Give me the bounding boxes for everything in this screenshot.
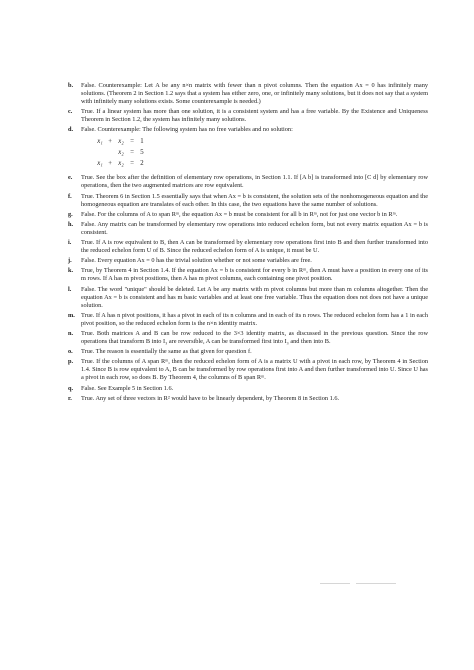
answer-text: False. For the columns of A to span Rᵐ, the equation Ax = b must be consistent for all b in Rᵐ, not for just one vector b in Rᵐ. [81, 210, 398, 218]
rhs-value: 1 [140, 138, 144, 146]
answer-letter: j. [68, 257, 72, 265]
answer-g [68, 211, 428, 219]
answer-k [68, 267, 428, 283]
term: x₂ [118, 149, 124, 157]
answer-m [68, 312, 428, 328]
answer-l [68, 286, 428, 310]
answer-text: False. Every equation Ax = 0 has the trivial solution whether or not some variables are free. [81, 257, 312, 265]
answer-letter: n. [68, 329, 74, 337]
answer-letter: k. [68, 267, 74, 275]
equation-row [95, 148, 428, 159]
answer-letter: q. [68, 384, 74, 392]
term: x₂ [118, 138, 124, 146]
answer-text: True. See the box after the definition of elementary row operations, in Section 1.1. If [A b] is transformed into [C d] by elementary row operations, then the two augmented matrices are row equivalent. [81, 174, 428, 190]
answer-c [68, 108, 428, 124]
equation-row [95, 137, 428, 148]
answer-b [68, 82, 428, 106]
answer-e [68, 174, 428, 190]
answer-letter: l. [68, 285, 72, 293]
answer-h [68, 221, 428, 237]
answer-text: True. Any set of three vectors in R² would have to be linearly dependent, by Theorem 8 in Section 1.6. [81, 394, 340, 402]
answer-q [68, 385, 428, 393]
page-divider [356, 583, 396, 584]
answer-text: True. If A has n pivot positions, it has a pivot in each of its n columns and in each of its n rows. The reduced echelon form has a 1 in each pivot position, so the reduced echelon form is the n×n identity matrix. [81, 311, 428, 327]
answer-text: False. Counterexample: Let A be any n×n matrix with fewer than n pivot columns. Then the equation Ax = 0 has infinitely many solutions. (Theorem 2 in Section 1.2 says that a system has either zero, one, or infinitely many solutions, but it does not say that a system with infinitely many solutions exists. Some counterexample is needed.) [81, 82, 428, 106]
answer-o [68, 348, 428, 356]
answer-text: False. Any matrix can be transformed by elementary row operations into reduced echelon form, but not every matrix equation Ax = b is consistent. [81, 220, 428, 236]
equals-sign: = [129, 149, 135, 157]
term: x₁ [97, 138, 103, 146]
equation-system [95, 137, 428, 169]
answer-r [68, 395, 428, 403]
answer-text: True, by Theorem 4 in Section 1.4. If the equation Ax = b is consistent for every b in Rᵐ, then A must have a position in every one of its m rows. If A has m pivot positions, then A has m pivot columns, each containing one pivot position. [81, 267, 428, 283]
answer-letter: r. [68, 394, 72, 402]
answer-i [68, 239, 428, 255]
equation-row [95, 159, 428, 170]
operator [105, 148, 115, 159]
equals-sign: = [129, 159, 135, 167]
answer-text: True. If a linear system has more than one solution, it is a consistent system and has a free variable. By the Existence and Uniqueness Theorem in Section 1.2, the system has infinitely many solutions. [81, 108, 428, 124]
answer-list [68, 82, 428, 405]
rhs-value: 5 [140, 149, 144, 157]
answer-letter: f. [68, 192, 72, 200]
answer-text: False. The word "unique" should be deleted. Let A be any matrix with m pivot columns but more than m columns altogether. Then the equation Ax = b is consistent and has m basic variables and at least one free variable. Thus the equation does not does not have a unique solution. [81, 285, 428, 309]
answer-text: True. Theorem 6 in Section 1.5 essentially says that when Ax = b is consistent, the solution sets of the nonhomogeneous equation and the homogeneous equation are translates of each other. In this case, the two equations have the same number of solutions. [81, 192, 428, 208]
answer-text: False. Counterexample: The following system has no free variables and no solution: [81, 126, 293, 134]
answer-text: False. See Example 5 in Section 1.6. [81, 384, 174, 392]
term [95, 148, 105, 159]
equals-sign: = [129, 138, 135, 146]
answer-letter: m. [68, 311, 75, 319]
answer-text: True. If the columns of A span Rᵐ, then the reduced echelon form of A is a matrix U with a pivot in each row, by Theorem 4 in Section 1.4. Since B is row equivalent to A, B can be transformed by row operations first into A and then further transformed into U. Since U has a pivot in each row, so does B. By Theorem 4, the columns of B span Rᵐ. [81, 358, 428, 382]
answer-text: True. Both matrices A and B can be row reduced to the 3×3 identity matrix, as discussed in the previous question. Since the row operations that transform B into I₃ are reversible, A can be transformed first into I₃ and then into B. [81, 329, 428, 346]
operator: + [107, 159, 113, 167]
rhs-value: 2 [140, 159, 144, 167]
answer-letter: d. [68, 126, 74, 134]
answer-letter: b. [68, 82, 74, 89]
term: x₂ [118, 159, 124, 167]
answer-letter: c. [68, 108, 73, 116]
term: x₁ [97, 159, 103, 167]
answer-letter: e. [68, 174, 73, 182]
answer-letter: o. [68, 348, 73, 356]
answer-text: True. The reason is essentially the same as that given for question f. [81, 348, 252, 356]
answer-d [68, 126, 428, 172]
page-divider [320, 583, 350, 584]
answer-f [68, 193, 428, 209]
answer-p [68, 358, 428, 382]
answer-j [68, 257, 428, 265]
answer-letter: p. [68, 358, 74, 366]
answer-n [68, 330, 428, 346]
answer-text: True. If A is row equivalent to B, then A can be transformed by elementary row operations first into B and then further transformed into the reduced echelon form U of B. Since the reduced echelon form of A is unique, it must be U. [81, 239, 428, 255]
answer-letter: i. [68, 239, 72, 247]
operator: + [107, 138, 113, 146]
answer-letter: g. [68, 210, 73, 218]
answer-letter: h. [68, 220, 74, 228]
